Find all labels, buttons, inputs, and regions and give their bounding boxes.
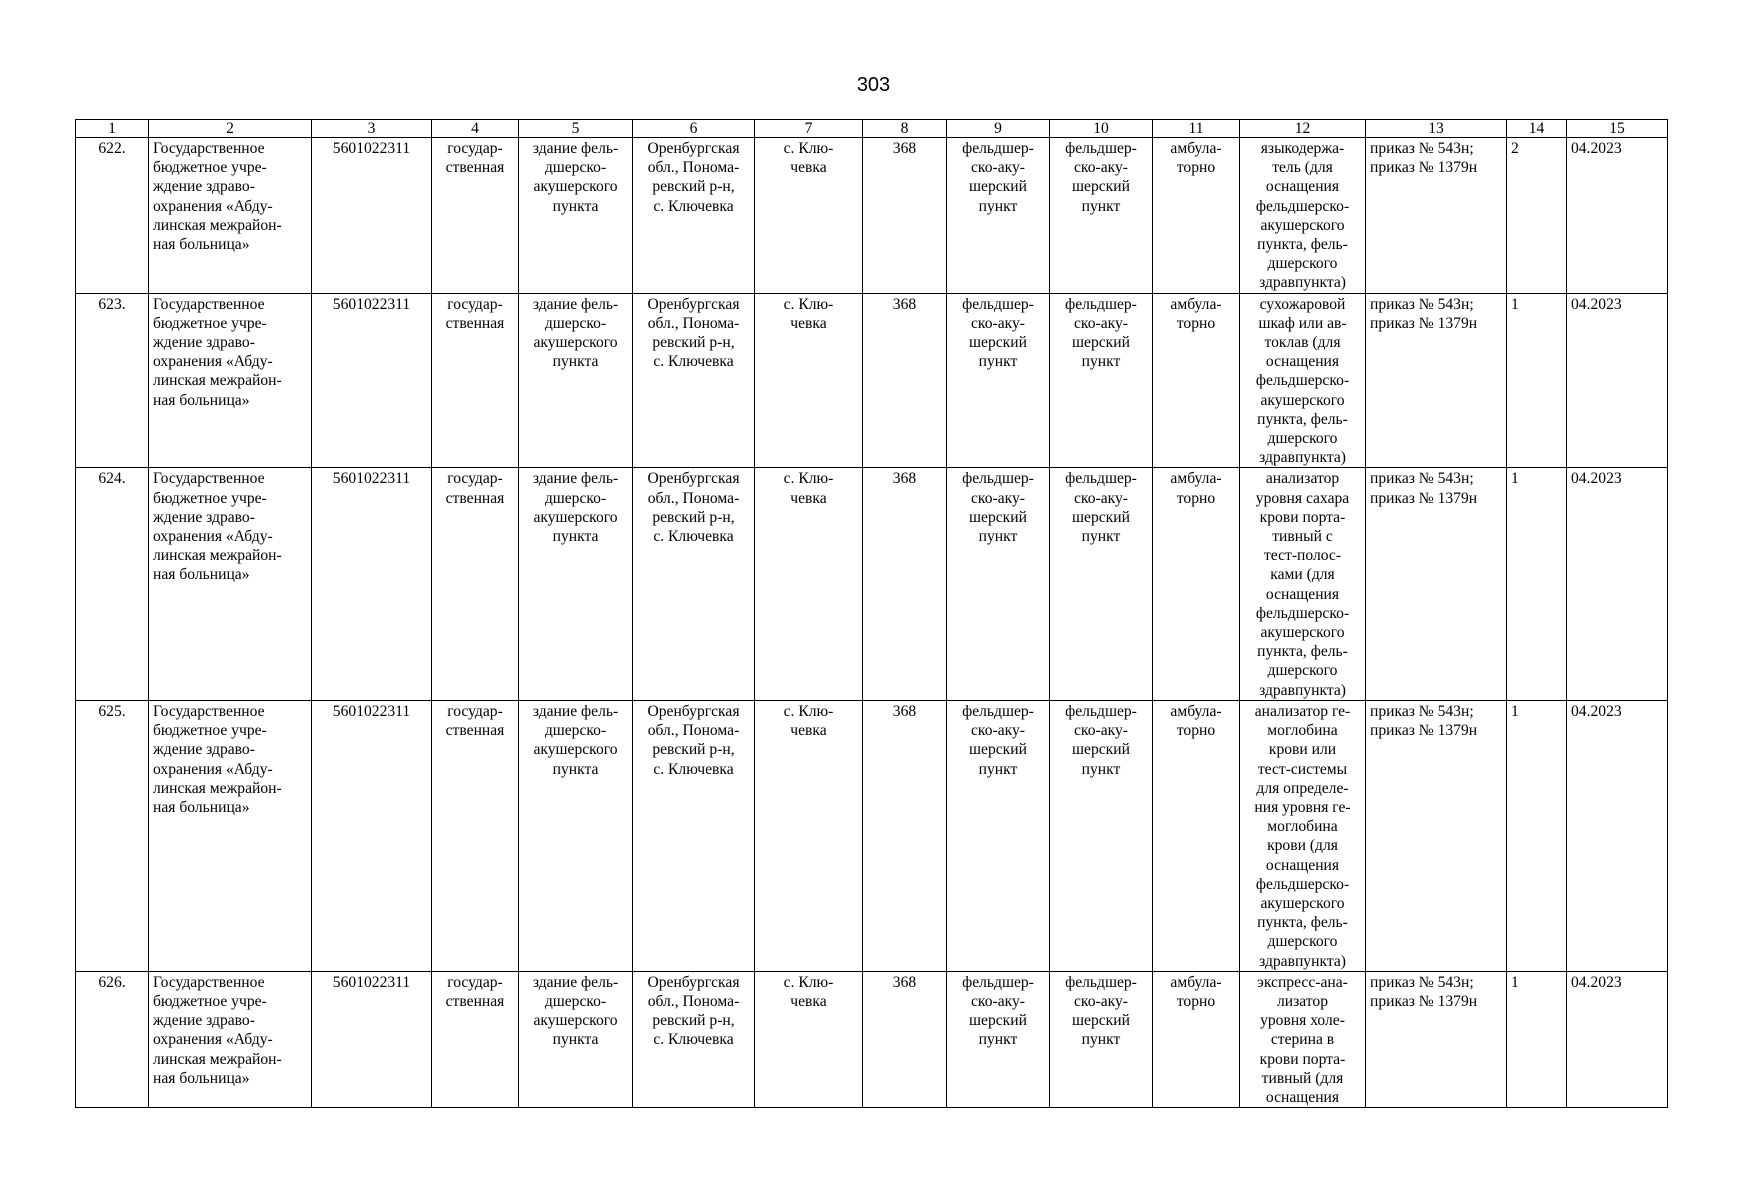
facility-type: фельдшер- ско-аку- шерский пункт (947, 971, 1050, 1107)
ownership-form: государ- ственная (432, 700, 519, 971)
date: 04.2023 (1567, 468, 1668, 700)
column-header: 13 (1366, 120, 1507, 138)
row-number: 622. (76, 138, 149, 294)
column-header: 7 (755, 120, 863, 138)
facility-type-2: фельдшер- ско-аку- шерский пункт (1050, 468, 1153, 700)
table-row (76, 138, 1668, 294)
organization-name: Государственное бюджетное учре- ждение здраво- охранения «Абду- линская межрайон- ная больница» (149, 468, 312, 700)
equipment: анализатор ге- моглобина крови или тест-системы для определе- ния уровня ге- моглобина крови (для оснащения фельдшерско- акушерского пункта, фель- дшерского здравпункта) (1240, 700, 1366, 971)
building: здание фель- дшерско- акушерского пункта (519, 700, 633, 971)
population: 368 (863, 468, 947, 700)
facility-type-2: фельдшер- ско-аку- шерский пункт (1050, 700, 1153, 971)
organization-name: Государственное бюджетное учре- ждение здраво- охранения «Абду- линская межрайон- ная больница» (149, 293, 312, 468)
date: 04.2023 (1567, 971, 1668, 1107)
inn: 5601022311 (312, 971, 432, 1107)
population: 368 (863, 971, 947, 1107)
settlement: с. Клю- чевка (755, 700, 863, 971)
care-conditions: амбула- торно (1153, 971, 1240, 1107)
address: Оренбургская обл., Понома- ревский р-н, с. Ключевка (633, 138, 755, 294)
column-header: 10 (1050, 120, 1153, 138)
organization-name: Государственное бюджетное учре- ждение здраво- охранения «Абду- линская межрайон- ная больница» (149, 138, 312, 294)
care-conditions: амбула- торно (1153, 293, 1240, 468)
column-header: 5 (519, 120, 633, 138)
building: здание фель- дшерско- акушерского пункта (519, 971, 633, 1107)
care-conditions: амбула- торно (1153, 468, 1240, 700)
date: 04.2023 (1567, 138, 1668, 294)
inn: 5601022311 (312, 468, 432, 700)
facility-type-2: фельдшер- ско-аку- шерский пункт (1050, 293, 1153, 468)
care-conditions: амбула- торно (1153, 138, 1240, 294)
order-reference: приказ № 543н; приказ № 1379н (1366, 700, 1507, 971)
address: Оренбургская обл., Понома- ревский р-н, с. Ключевка (633, 468, 755, 700)
organization-name: Государственное бюджетное учре- ждение здраво- охранения «Абду- линская межрайон- ная больница» (149, 971, 312, 1107)
table-row (76, 971, 1668, 1107)
address: Оренбургская обл., Понома- ревский р-н, с. Ключевка (633, 293, 755, 468)
row-number: 626. (76, 971, 149, 1107)
row-number: 624. (76, 468, 149, 700)
column-header: 11 (1153, 120, 1240, 138)
table-row (76, 700, 1668, 971)
column-header: 15 (1567, 120, 1668, 138)
quantity: 1 (1507, 293, 1567, 468)
page-number: 303 (856, 74, 891, 96)
ownership-form: государ- ственная (432, 293, 519, 468)
building: здание фель- дшерско- акушерского пункта (519, 293, 633, 468)
address: Оренбургская обл., Понома- ревский р-н, с. Ключевка (633, 971, 755, 1107)
date: 04.2023 (1567, 293, 1668, 468)
row-number: 623. (76, 293, 149, 468)
facility-type: фельдшер- ско-аку- шерский пункт (947, 138, 1050, 294)
building: здание фель- дшерско- акушерского пункта (519, 468, 633, 700)
order-reference: приказ № 543н; приказ № 1379н (1366, 468, 1507, 700)
column-header: 3 (312, 120, 432, 138)
column-header: 14 (1507, 120, 1567, 138)
population: 368 (863, 700, 947, 971)
ownership-form: государ- ственная (432, 468, 519, 700)
facility-type: фельдшер- ско-аку- шерский пункт (947, 468, 1050, 700)
order-reference: приказ № 543н; приказ № 1379н (1366, 138, 1507, 294)
registry-table (75, 119, 1668, 1108)
ownership-form: государ- ственная (432, 971, 519, 1107)
address: Оренбургская обл., Понома- ревский р-н, с. Ключевка (633, 700, 755, 971)
equipment: экспресс-ана- лизатор уровня холе- стерина в крови порта- тивный (для оснащения (1240, 971, 1366, 1107)
settlement: с. Клю- чевка (755, 971, 863, 1107)
facility-type: фельдшер- ско-аку- шерский пункт (947, 700, 1050, 971)
column-header: 6 (633, 120, 755, 138)
ownership-form: государ- ственная (432, 138, 519, 294)
inn: 5601022311 (312, 293, 432, 468)
quantity: 1 (1507, 971, 1567, 1107)
care-conditions: амбула- торно (1153, 700, 1240, 971)
settlement: с. Клю- чевка (755, 293, 863, 468)
quantity: 1 (1507, 468, 1567, 700)
building: здание фель- дшерско- акушерского пункта (519, 138, 633, 294)
header-row (76, 120, 1668, 138)
order-reference: приказ № 543н; приказ № 1379н (1366, 293, 1507, 468)
column-header: 2 (149, 120, 312, 138)
facility-type-2: фельдшер- ско-аку- шерский пункт (1050, 971, 1153, 1107)
population: 368 (863, 293, 947, 468)
settlement: с. Клю- чевка (755, 468, 863, 700)
column-header: 9 (947, 120, 1050, 138)
table-row (76, 293, 1668, 468)
equipment: анализатор уровня сахара крови порта- тивный с тест-полос- ками (для оснащения фельдшерско- акушерского пункта, фель- дшерского здравпункта) (1240, 468, 1366, 700)
row-number: 625. (76, 700, 149, 971)
column-header: 1 (76, 120, 149, 138)
settlement: с. Клю- чевка (755, 138, 863, 294)
organization-name: Государственное бюджетное учре- ждение здраво- охранения «Абду- линская межрайон- ная больница» (149, 700, 312, 971)
quantity: 2 (1507, 138, 1567, 294)
order-reference: приказ № 543н; приказ № 1379н (1366, 971, 1507, 1107)
equipment: языкодержа- тель (для оснащения фельдшерско- акушерского пункта, фель- дшерского здравпункта) (1240, 138, 1366, 294)
equipment: сухожаровой шкаф или ав- токлав (для оснащения фельдшерско- акушерского пункта, фель- дшерского здравпункта) (1240, 293, 1366, 468)
column-header: 12 (1240, 120, 1366, 138)
quantity: 1 (1507, 700, 1567, 971)
facility-type: фельдшер- ско-аку- шерский пункт (947, 293, 1050, 468)
inn: 5601022311 (312, 138, 432, 294)
inn: 5601022311 (312, 700, 432, 971)
facility-type-2: фельдшер- ско-аку- шерский пункт (1050, 138, 1153, 294)
population: 368 (863, 138, 947, 294)
column-header: 8 (863, 120, 947, 138)
column-header: 4 (432, 120, 519, 138)
table-row (76, 468, 1668, 700)
date: 04.2023 (1567, 700, 1668, 971)
